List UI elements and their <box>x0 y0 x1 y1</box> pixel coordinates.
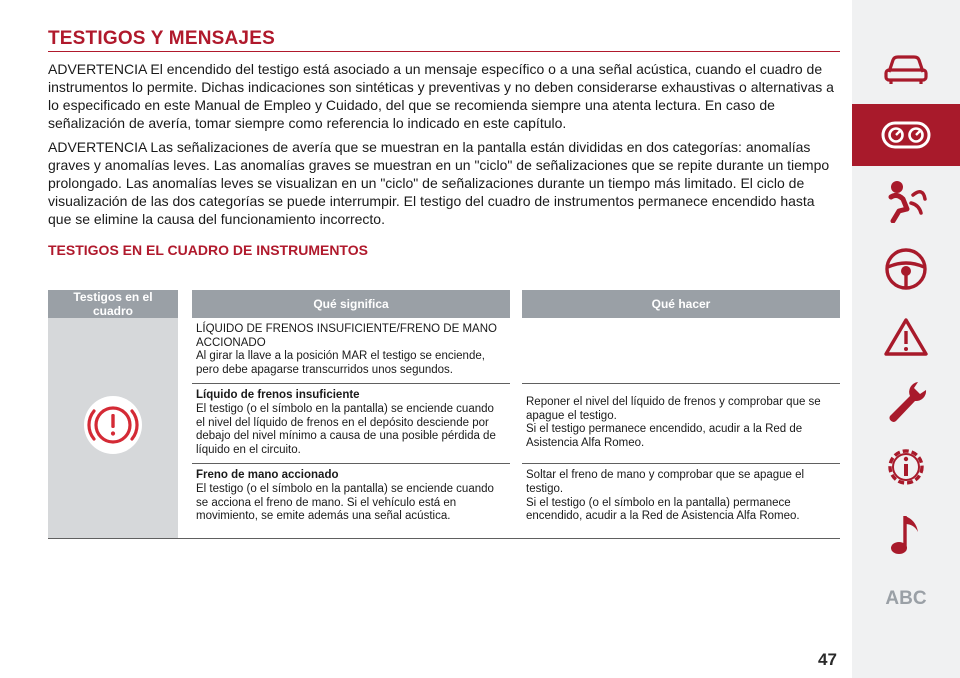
header-que-hacer: Qué hacer <box>522 290 840 318</box>
sidebar-item-maintenance[interactable] <box>852 370 960 432</box>
car-icon <box>883 52 929 86</box>
row-meaning: El testigo (o el símbolo en la pantalla) se enciende cuando se acciona el freno de mano. Si el vehículo está en movimiento, se emite además una señal acústica. <box>196 482 494 523</box>
action-cell <box>522 318 840 384</box>
page-number: 47 <box>818 650 837 669</box>
row-heading: Líquido de frenos insuficiente <box>196 389 360 402</box>
meaning-cell <box>192 318 510 384</box>
sidebar-item-driving[interactable] <box>852 238 960 300</box>
row-heading: Freno de mano accionado <box>196 469 339 482</box>
row-action: Soltar el freno de mano y comprobar que se apague el testigo. <box>526 469 805 495</box>
meaning-cell <box>192 384 510 464</box>
section-subtitle: TESTIGOS EN EL CUADRO DE INSTRUMENTOS <box>48 242 368 258</box>
warning-triangle-icon <box>883 316 929 358</box>
wrench-icon <box>884 378 928 424</box>
music-note-icon <box>886 512 926 558</box>
meaning-cell <box>192 464 510 538</box>
row-action-2: Si el testigo permanece encendido, acudir a la Red de Asistencia Alfa Romeo. <box>526 423 803 449</box>
row-action-2: Si el testigo (o el símbolo en la pantalla) permanece encendido, acudir a la Red de Asistencia Alfa Romeo. <box>526 496 800 523</box>
page-title: TESTIGOS Y MENSAJES <box>48 28 840 52</box>
sidebar-item-technical[interactable] <box>852 436 960 498</box>
row-heading: LÍQUIDO DE FRENOS INSUFICIENTE/FRENO DE MANO ACCIONADO <box>196 323 497 349</box>
row-action: Reponer el nivel del líquido de frenos y comprobar que se apague el testigo. <box>526 396 821 422</box>
airbag-person-icon <box>883 179 929 223</box>
sidebar-item-car[interactable] <box>852 38 960 100</box>
brake-warning-icon <box>82 394 144 456</box>
chapter-sidebar <box>852 0 960 678</box>
dashboard-icon <box>881 120 931 150</box>
warning-paragraph-1: ADVERTENCIA El encendido del testigo está asociado a un mensaje específico o a una señal acústica, cuando el cuadro de instrumentos lo permite. Dichas indicaciones son sintéticas y preventivas y no deben considerarse exhaustivas o alternativas a lo especificado en este Manual de Empleo y Cuidado, del que se recomienda siempre una atenta lectura. En caso de señalización de avería, tomar siempre como referencia lo indicado en este capítulo. <box>48 61 834 131</box>
sidebar-item-index[interactable] <box>852 568 960 630</box>
header-testigos: Testigos en el cuadro <box>48 290 178 318</box>
abc-label: ABC <box>885 588 927 609</box>
action-cell <box>522 464 840 538</box>
icon-cell <box>48 318 178 539</box>
sidebar-item-emergency[interactable] <box>852 306 960 368</box>
warning-lights-table <box>48 290 840 539</box>
sidebar-item-multimedia[interactable] <box>852 504 960 566</box>
sidebar-item-safety[interactable] <box>852 170 960 232</box>
info-gear-icon <box>883 444 929 490</box>
warning-paragraph-2: ADVERTENCIA Las señalizaciones de avería que se muestran en la pantalla están divididas en dos categorías: anomalías graves y anomalías leves. Las anomalías graves se muestran en un "ciclo" de señalizaciones que se repite durante un tiempo prolongado. Las anomalías leves se visualizan en un "ciclo" de señalizaciones durante un tiempo más limitado. El ciclo de visualización de las dos categorías se puede interrumpir. El testigo del cuadro de instrumentos permanece encendido hasta que se elimine la causa del funcionamiento incorrecto. <box>48 139 830 227</box>
steering-wheel-icon <box>884 247 928 291</box>
table-row <box>48 318 840 384</box>
action-cell <box>522 384 840 464</box>
row-meaning: Al girar la llave a la posición MAR el testigo se enciende, pero debe apagarse transcurridos unos segundos. <box>196 350 485 376</box>
page-content <box>48 28 840 539</box>
header-que-significa: Qué significa <box>192 290 510 318</box>
table-header-row <box>48 290 840 318</box>
row-meaning: El testigo (o el símbolo en la pantalla) se enciende cuando el nivel del líquido de frenos en el depósito desciende por debajo del nivel mínimo a causa de una posible pérdida de líquido en el circuito. <box>196 402 496 456</box>
sidebar-item-dashboard[interactable] <box>852 104 960 166</box>
